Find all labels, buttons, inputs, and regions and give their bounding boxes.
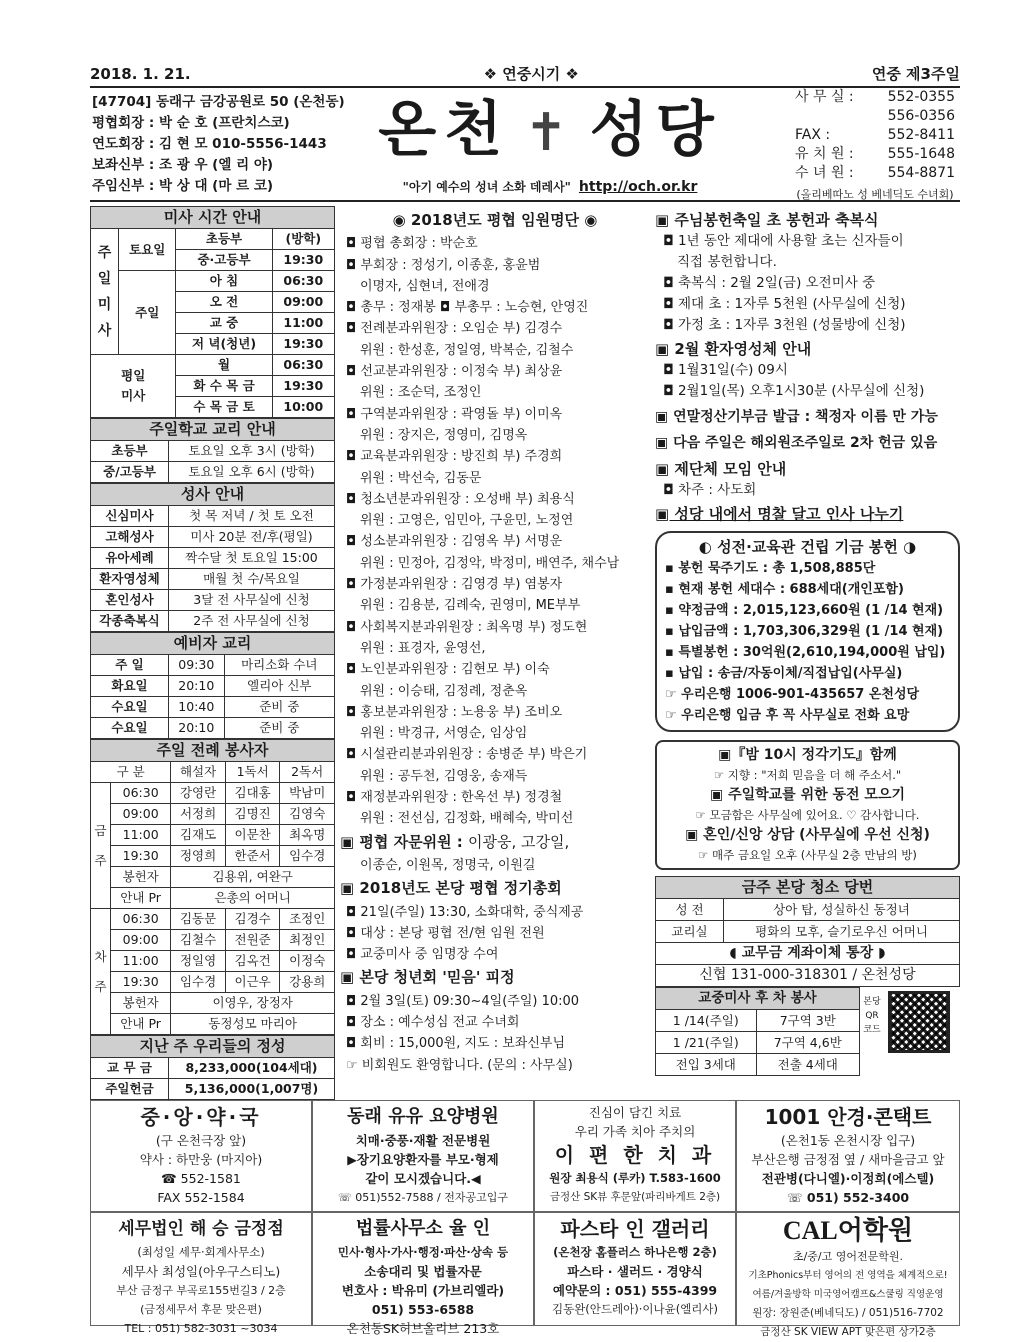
group-meeting-title: ▣ 제단체 모임 안내 bbox=[655, 460, 787, 478]
liturgy-servers-table: 주일 전례 봉사자 구 분 해설자 1독서 2독서 금 주 06:30 강영란 김대홍 박남미 09:00 서정희 김명진 김영숙 11:00 김재도 이문찬 최옥명 19:30 정영희 한준서 임수경 봉헌자 김용위, 여완구 안내 Pr 은총의 어머니 차 주 06:30 김동문 김경수 조정인 09:00 김철수 전원준 최정인 11:00 정일영 김옥건 이정숙 19:30 임수경 이근우 강용희 봉헌자 이영우, 장정자 안내 Pr 동정성모 마리아 bbox=[90, 739, 335, 1035]
liturgical-week: 연중 제3주일 bbox=[871, 65, 960, 84]
officer-line: ◘ 노인분과위원장 : 김현모 부) 이숙 bbox=[346, 662, 550, 678]
advisors-cont: 이종순, 이원목, 정명국, 이원길 bbox=[360, 857, 536, 873]
after-mass-service: 교중미사 후 차 봉사 1 /14(주일) 7구역 3반 1 /21(주일) 7구역 4,6반 전입 3세대 전출 4세대 본당 QR 코드 bbox=[655, 987, 960, 1076]
officer-line: 위원 : 민정아, 김정악, 박정미, 배연주, 채수남 bbox=[360, 555, 620, 571]
building-fund-box: ◐ 성전·교육관 건립 기금 봉헌 ◑ ▪ 봉헌 묵주기도 : 총 1,508,885단 ▪ 현재 봉헌 세대수 : 688세대(개인포함) ▪ 약정금액 : 2,015,123,660원 (1 /14 현재) ▪ 납입금액 : 1,703,306,329원 (1 /14 현재) ▪ 특별봉헌 : 30억원(2,610,194,000원 납입) ▪ 납입 : 송금/자동이체/직접납입(사무실) ☞ 우리은행 1006-901-435657 온천성당 ☞ 우리은행 입금 후 꼭 사무실로 전화 요망 bbox=[655, 531, 960, 732]
officer-line: ◘ 구역분과위원장 : 곽영돌 부) 이미옥 bbox=[346, 406, 563, 422]
ads-area bbox=[90, 1100, 960, 1338]
officers-title: ◉ 2018년도 평협 임원명단 ◉ bbox=[392, 211, 598, 229]
officer-line: 위원 : 조순덕, 조정인 bbox=[360, 385, 482, 401]
nametag-notice: ▣ 성당 내에서 명찰 달고 인사 나누기 bbox=[655, 505, 904, 523]
officer-line: ◘ 가정분과위원장 : 김영경 부) 염봉자 bbox=[346, 577, 563, 593]
church-info bbox=[92, 92, 352, 197]
ad-academy: CAL어학원 초/중/고 영어전문학원. 기초Phonics부터 영어의 전 영역을 체계적으로! 여름/겨울방학 미국영어캠프&스쿨링 직영운영 원장: 장원준(베네딕도) / 051)516-7702 금정산 SK VIEW APT 맞은편 상가2층 bbox=[736, 1212, 960, 1326]
bulletin-date: 2018. 1. 21. bbox=[90, 65, 191, 84]
officer-line: 위원 : 장지은, 정영미, 김명옥 bbox=[360, 427, 528, 443]
officer-line: 위원 : 김용분, 김례숙, 권영미, ME부부 bbox=[360, 598, 581, 614]
council-officers: ◉ 2018년도 평협 임원명단 ◉ ◘ 평협 총회장 : 박순호 ◘ 부회장 : 정성기, 이종훈, 홍윤범 이명자, 심현녀, 전애경 ◘ 총무 : 정재봉 ◘ 부총무 : 노승현, 안영진 ◘ 전례분과위원장 : 오임순 부) 김경수 위원 : 한성훈, 정일영, 박복순, 김철수 ◘ 선교분과위원장 : 이정숙 부) 최상윤 위원 : 조순덕, 조정인 ◘ 구역분과위원장 : 곽영돌 부) 이미옥 위원 : 장지은, 정영미, 김명옥 ◘ 교육분과위원장 : 방진희 부) 주경희 위원 : 박선숙, 김동문 ◘ 청소년분과위원장 : 오성배 부) 최용식 위원 : 고영은, 임민아, 구윤민, 노정연 ◘ 성소분과위원장 : 김영옥 부) 서명운 위원 : 민정아, 김정악, 박정미, 배연주, 채수남 ◘ 가정분과위원장 : 김영경 부) 염봉자 위원 : 김용분, 김례숙, 권영미, ME부부 ◘ 사회복지분과위원장 : 최옥명 부) 정도현 위원 : 표경자, 윤영선, ◘ 노인분과위원장 : 김현모 부) 이숙 위원 : 이승태, 김정례, 정춘옥 ◘ 홍보분과위원장 : 노용웅 부) 조비오 위원 : 박경규, 서영순, 임상임 ◘ 시설관리분과위원장 : 송병준 부) 박은기 위원 : 공두천, 김영웅, 송재득 ◘ 재정분과위원장 : 한옥선 부) 정경철 위원 : 전선심, 김정화, 배혜숙, 박미선 ▣ 평협 자문위원 : 이광웅, 고강일, 이종순, 이원목, 정명국, 이원길 ▣ 2018년도 본당 평협 정기총회 ◘ 21일(주일) 13:30, 소화대학, 중식제공 ◘ 대상 : 본당 평협 전/현 임원 전원 ◘ 교중미사 중 임명장 수여 ▣ 본당 청년회 '믿음' 피정 ◘ 2월 3일(토) 09:30~4일(주일) 10:00 ◘ 장소 : 예수성심 전교 수녀회 ◘ 회비 : 15,000원, 지도 : 보좌신부님 ☞ 비회원도 환영합니다. (문의 : 사무실) bbox=[340, 208, 650, 1076]
sunday-school-table: 주일학교 교리 안내 초등부 토요일 오후 3시 (방학) 중/고등부 토요일 오후 6시 (방학) bbox=[90, 418, 335, 483]
masthead bbox=[375, 88, 725, 197]
ad-hospital: 동래 유유 요양병원 치매·중풍·재활 전문병원 ▶장기요양환자를 부모·형제 같이 모시겠습니다.◀ ☏ 051)552-7588 / 전자공고입구 bbox=[312, 1100, 534, 1212]
officer-line: ◘ 홍보분과위원장 : 노용웅 부) 조비오 bbox=[346, 704, 563, 720]
officer-line: 위원 : 이승태, 김정례, 정춘옥 bbox=[360, 683, 528, 699]
pastor: 주임신부 : 박 상 대 (마 르 코) bbox=[92, 178, 274, 194]
officer-line: ◘ 평협 총회장 : 박순호 bbox=[346, 236, 478, 252]
officer-line: ◘ 청소년분과위원장 : 오성배 부) 최용식 bbox=[346, 491, 575, 507]
officer-line: ◘ 사회복지분과위원장 : 최옥명 부) 정도현 bbox=[346, 619, 588, 635]
catechumen-table: 예비자 교리 주 일 09:30 마리소화 수녀 화요일 20:10 엘리아 신부 수요일 10:40 준비 중 수요일 20:10 준비 중 bbox=[90, 632, 335, 739]
officer-line: 이명자, 심현녀, 전애경 bbox=[360, 278, 490, 294]
officer-line: 위원 : 박선숙, 김동문 bbox=[360, 470, 482, 486]
qr-label: 본당 QR 코드 bbox=[863, 997, 881, 1035]
youth-retreat-title: ▣ 본당 청년회 '믿음' 피정 bbox=[340, 968, 515, 987]
sacrament-table: 성사 안내 신심미사 첫 목 저녁 / 첫 토 오전 고해성사 미사 20분 전/후(평일) 유아세례 짝수달 첫 토요일 15:00 환자영성체 매월 첫 수/목요일 혼인성사 3달 전 사무실에 신청 각종축복식 2주 전 사무실에 신청 bbox=[90, 483, 335, 632]
ad-law-office: 법률사무소 율 인 민사·형사·가사·행정·파산·상속 등 소송대리 및 법률자문 변호사 : 박유미 (가브리엘라) 051) 553-6588 온천동SK허브올리브 213호 bbox=[312, 1212, 534, 1326]
left-column bbox=[90, 206, 335, 1100]
ad-optical: 1001 안경·콘택트 (온천1동 온천시장 입구) 부산은행 금정점 옆 / 새마을금고 앞 전관병(다니엘)·이정희(에스텔) ☏ 051) 552-3400 bbox=[736, 1100, 960, 1212]
officer-line: ◘ 재정분과위원장 : 한옥선 부) 정경철 bbox=[346, 790, 563, 806]
ad-dental: 진심이 담긴 치료 우리 가족 치아 주치의 이 편 한 치 과 원장 최용식 (루카) T.583-1600 금정산 SK뷰 후문앞(파리바게트 2층) bbox=[534, 1100, 736, 1212]
address: [47704] 동래구 금강공원로 50 (온천동) bbox=[92, 94, 345, 110]
officer-line: ◘ 성소분과위원장 : 김영옥 부) 서명운 bbox=[346, 534, 563, 550]
officer-line: 위원 : 한성훈, 정일영, 박복순, 김철수 bbox=[360, 342, 574, 358]
website-link[interactable]: http://och.or.kr bbox=[578, 179, 698, 196]
officer-line: ◘ 선교분과위원장 : 이정숙 부) 최상윤 bbox=[346, 364, 563, 380]
candle-notice-title: ▣ 주님봉헌축일 초 봉헌과 축복식 bbox=[655, 211, 879, 229]
association-president: 연도회장 : 김 현 모 010-5556-1443 bbox=[92, 136, 327, 152]
mass-times-table: 미사 시간 안내 주 일 미 사 토요일 초등부 (방학) 중·고등부 19:30 주일 아 침 06:30 오 전 09:00 교 중 11:00 저 녁(청년) 19:30 평일 미사 월 06:30 화 수 목 금 19:30 수 목 금 토 10:00 bbox=[90, 206, 335, 418]
second-collection-notice: ▣ 다음 주일은 해외원조주일로 2차 헌금 있음 bbox=[655, 435, 938, 451]
qr-code-icon[interactable] bbox=[888, 991, 950, 1053]
this-week-label: 금 주 bbox=[91, 783, 111, 909]
officer-line: ◘ 전례분과위원장 : 오임순 부) 김경수 bbox=[346, 321, 563, 337]
ad-tax-office: 세무법인 해 승 금정점 (최성일 세무·회계사무소) 세무사 최성일(아우구스티노) 부산 금정구 부곡로155번길3 / 2층 (금정세무서 후문 맞은편) TEL : 051) 582-3031 ~3034 bbox=[90, 1212, 312, 1326]
council-president: 평협회장 : 박 순 호 (프란치스코) bbox=[92, 115, 290, 131]
officer-line: ◘ 교육분과위원장 : 방진희 부) 주경희 bbox=[346, 449, 563, 465]
prayer-box: ▣『밤 10시 정각기도』함께 ☞ 지향 : "저희 믿음을 더 해 주소서." ▣ 주일학교를 위한 동전 모으기 ☞ 모금함은 사무실에 있어요. ♡ 감사합니다. ▣ 혼인/신앙 상담 (사무실에 우선 신청) ☞ 매주 금요일 오후 (사무실 2층 만남의 방) bbox=[655, 740, 960, 870]
officer-line: 위원 : 표경자, 윤영선, bbox=[360, 640, 486, 656]
advisors: ▣ 평협 자문위원 : 이광웅, 고강일, bbox=[340, 832, 570, 851]
sick-communion-title: ▣ 2월 환자영성체 안내 bbox=[655, 340, 812, 358]
officer-line: ◘ 시설관리분과위원장 : 송병준 부) 박은기 bbox=[346, 747, 588, 763]
assistant-priest: 보좌신부 : 조 광 우 (엘 리 야) bbox=[92, 157, 274, 173]
officer-line: 위원 : 박경규, 서영순, 임상임 bbox=[360, 726, 528, 742]
notices-column: ▣ 주님봉헌축일 초 봉헌과 축복식 ◘ 1년 동안 제대에 사용할 초는 신자들이 직접 봉헌합니다. ◘ 축복식 : 2월 2일(금) 오전미사 중 ◘ 제대 초 : 1자루 5천원 (사무실에 신청) ◘ 가정 초 : 1자루 3천원 (성물방에 신청) ▣ 2월 환자영성체 안내 ◘ 1월31일(수) 09시 ◘ 2월1일(목) 오후1시30분 (사무실에 신청) ▣ 연말정산기부금 발급 : 책정자 이름 만 가능 ▣ 다음 주일은 해외원조주일로 2차 헌금 있음 ▣ 제단체 모임 안내 ◘ 차주 : 사도회 ▣ 성당 내에서 명찰 달고 인사 나누기 ◐ 성전·교육관 건립 기금 봉헌 ◑ ▪ 봉헌 묵주기도 : 총 1,508,885단 ▪ 현재 봉헌 세대수 : 688세대(개인포함) ▪ 약정금액 : 2,015,123,660원 (1 /14 현재) ▪ 납입금액 : 1,703,306,329원 (1 /14 현재) ▪ 특별봉헌 : 30억원(2,610,194,000원 납입) ▪ 납입 : 송금/자동이체/직접납입(사무실) ☞ 우리은행 1006-901-435657 온천성당 ☞ 우리은행 입금 후 꼭 사무실로 전화 요망 ▣『밤 10시 정각기도』함께 ☞ 지향 : "저희 믿음을 더 해 주소서." ▣ 주일학교를 위한 동전 모으기 ☞ 모금함은 사무실에 있어요. ♡ 감사합니다. ▣ 혼인/신앙 상담 (사무실에 우선 신청) ☞ 매주 금요일 오후 (사무실 2층 만남의 방) 금주 본당 청소 당번 성 전 상아 탑, 성실하신 동정녀 교리실 평화의 모후, 슬기로우신 어머니 ◖ 교무금 계좌이체 통장 ◗ 신협 131-000-318301 / 온천성당 교중미사 후 차 봉사 1 /14(주일) 7구역 3반 1 /21(주일) 7구역 4,6반 전입 3세대 전출 4세대 본당 QR 코드 bbox=[655, 207, 960, 1076]
officer-line: ◘ 총무 : 정재봉 ◘ 부총무 : 노승현, 안영진 bbox=[346, 300, 589, 316]
divider bbox=[90, 200, 960, 202]
cleaning-table: 금주 본당 청소 당번 성 전 상아 탑, 성실하신 동정녀 교리실 평화의 모후, 슬기로우신 어머니 ◖ 교무금 계좌이체 통장 ◗ 신협 131-000-318301 / 온천성당 bbox=[655, 876, 960, 987]
liturgical-season: ❖ 연중시기 ❖ bbox=[483, 65, 579, 84]
top-bar bbox=[90, 62, 960, 84]
officer-line: 위원 : 공두천, 김영웅, 송재득 bbox=[360, 768, 528, 784]
officer-line: ◘ 부회장 : 정성기, 이종훈, 홍윤범 bbox=[346, 257, 541, 273]
ad-pharmacy: 중·앙·약·국 (구 온천극장 앞) 약사 : 하만웅 (마지아) ☎ 552-1581 FAX 552-1584 bbox=[90, 1100, 312, 1212]
offering-table: 지난 주 우리들의 정성 교 무 금 8,233,000(104세대) 주일헌금 5,136,000(1,007명) bbox=[90, 1035, 335, 1100]
contacts: 사 무 실 : 552-0355 556-0356 FAX : 552-8411 유 치 원 : 555-1648 수 녀 원 : 554-8871 (올리베따노 성 베네딕도 수녀회) bbox=[795, 88, 955, 204]
officers-list bbox=[340, 233, 650, 829]
tax-receipt-notice: ▣ 연말정산기부금 발급 : 책정자 이름 만 가능 bbox=[655, 409, 938, 425]
convent-note: (올리베따노 성 베네딕도 수녀회) bbox=[796, 188, 954, 201]
ad-restaurant: 파스타 인 갤러리 (온천장 홈플러스 하나은행 2층) 파스타 · 샐러드 · 경양식 예약문의 : 051) 555-4399 김동완(안드레아)·이나윤(엘리사) bbox=[534, 1212, 736, 1326]
assembly-title: ▣ 2018년도 본당 평협 정기총회 bbox=[340, 879, 562, 898]
officer-line: 위원 : 전선심, 김정화, 배혜숙, 박미선 bbox=[360, 811, 574, 827]
officer-line: 위원 : 고영은, 임민아, 구윤민, 노정연 bbox=[360, 513, 574, 529]
cross-icon: ✝ bbox=[524, 103, 576, 164]
motto: "아기 예수의 성녀 소화 데레사" http://och.or.kr bbox=[402, 179, 698, 196]
church-name: 온천 ✝ 성당 bbox=[375, 88, 725, 175]
next-week-label: 차 주 bbox=[91, 909, 111, 1035]
